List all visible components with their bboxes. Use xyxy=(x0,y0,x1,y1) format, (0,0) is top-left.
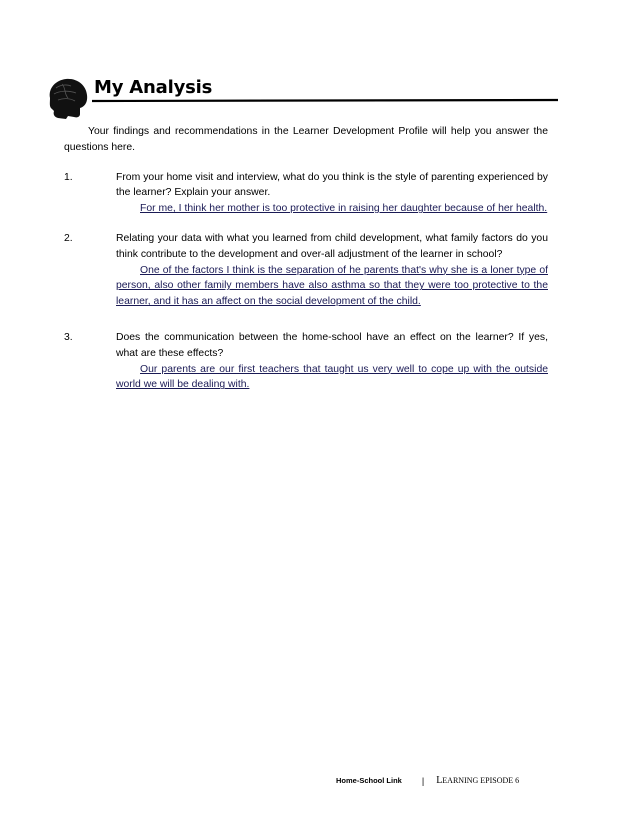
footer-episode-label xyxy=(436,776,519,786)
intro-paragraph: Your findings and recommendations in the Learner Development Profile will help you answer the questions here. xyxy=(64,126,548,153)
question-text: From your home visit and interview, what do you think is the style of parenting experienced by the learner? Explain your answer. xyxy=(116,171,548,199)
footer-episode-rest: EARNING EPISODE 6 xyxy=(442,776,520,785)
question-item xyxy=(64,231,548,310)
answer-text: For me, I think her mother is too protective in raising her daughter because of her health. xyxy=(140,203,548,215)
footer-separator: | xyxy=(421,776,425,786)
title-underline xyxy=(92,98,558,104)
question-number: 3. xyxy=(64,331,73,343)
footer-link-label: Home-School Link xyxy=(336,776,402,785)
human-head-silhouette-icon xyxy=(44,76,90,120)
footer-episode-initial: L xyxy=(436,775,443,786)
question-text: Relating your data with what you learned from child development, what family factors do you think contribute to the development and over-all adjustment of the learner in school? xyxy=(116,232,548,260)
question-number: 1. xyxy=(64,171,73,183)
page-footer xyxy=(336,776,519,786)
question-number: 2. xyxy=(64,232,73,244)
question-text: Does the communication between the home-school have an effect on the learner? If yes, what are these effects? xyxy=(116,331,548,359)
answer-text: One of the factors I think is the separation of he parents that's why she is a loner type of person, also other family members have also asthma so that they were too protective to the learner, and it has an affect on the social development of the child. xyxy=(116,264,548,308)
analysis-body xyxy=(64,124,548,393)
answer-text: Our parents are our first teachers that taught us very well to cope up with the outside world we will be dealing with. xyxy=(116,363,548,391)
question-item xyxy=(64,170,548,217)
section-title: My Analysis xyxy=(94,77,213,98)
question-item xyxy=(64,330,548,393)
